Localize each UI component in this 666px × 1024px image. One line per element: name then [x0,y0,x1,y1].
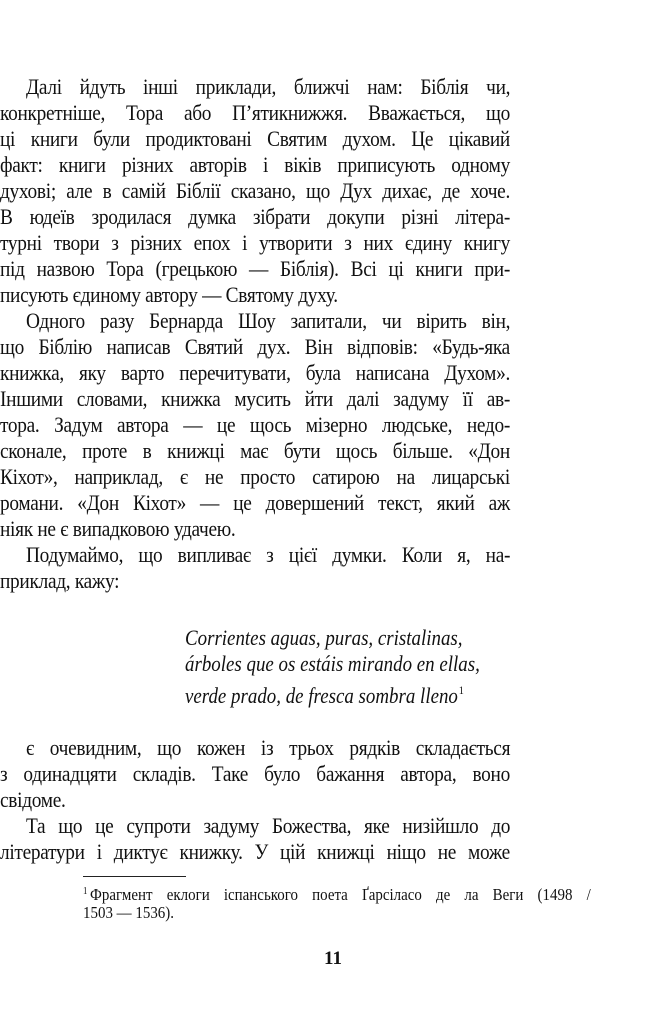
footnote-reference[interactable]: 1 [458,683,464,697]
text-line: сконале, проте в книжці має бути щось більше. «Дон [0,438,510,463]
text-line: романи. «Дон Кіхот» — це довершений текст, який аж [0,490,510,515]
text-line: Іншими словами, книжка мусить йти далі задуму її ав- [0,386,510,411]
footnote-line [83,882,591,905]
text-line: конкретніше, Тора або П’ятикнижжя. Вважається, що [0,100,510,125]
text-line: що Біблію написав Святий дух. Він відповів: «Будь-яка [0,334,510,359]
text-line: книжка, яку варто перечитувати, була написана Духом». [0,360,510,385]
verse-line: Corrientes aguas, puras, cristalinas, [185,625,463,650]
text-line: ніяк не є випадковою удачею. [0,516,236,541]
verse-line: árboles que os estáis mirando en ellas, [185,651,480,676]
text-line: Одного разу Бернарда Шоу запитали, чи вірить він, [26,308,511,333]
text-line: Кіхот», наприклад, є не просто сатирою на лицарські [0,464,510,489]
footnote-text: Фрагмент еклоги іспанського поета Ґарсіласо де ла Веги (1498 / [90,885,591,904]
footnote-separator [83,876,186,877]
text-line: приклад, кажу: [0,568,120,593]
text-line: тора. Задум автора — це щось мізерно людське, недо- [0,412,510,437]
text-line: ці книги були продиктовані Святим духом. Це цікавий [0,126,510,151]
verse-line-text: verde prado, de fresca sombra lleno [185,683,458,708]
text-line: свідоме. [0,787,66,812]
page-number: 11 [324,948,342,969]
text-line: писують єдиному автору — Святому духу. [0,282,338,307]
text-line: Далі йдуть інші приклади, ближчі нам: Біблія чи, [26,74,511,99]
text-line: факт: книги різних авторів і віків приписують одному [0,152,510,177]
text-line: літератури і диктує книжку. У цій книжці ніщо не може [0,839,510,864]
text-line: під назвою Тора (грецькою — Біблія). Всі ці книги при- [0,256,510,281]
text-line: Подумаймо, що випливає з цієї думки. Коли я, на- [26,542,511,567]
text-line: є очевидним, що кожен із трьох рядків складається [26,735,511,760]
verse-line [185,677,464,709]
footnote-marker: 1 [83,886,88,897]
text-line: духові; але в самій Біблії сказано, що Дух дихає, де хоче. [0,178,510,203]
text-line: Та що це супроти задуму Божества, яке низійшло до [26,813,511,838]
text-line: В юдеїв зродилася думка зібрати докупи різні літера- [0,204,510,229]
footnote-line: 1503 — 1536). [83,903,175,922]
text-line: турні твори з різних епох і утворити з них єдину книгу [0,230,510,255]
text-line: з одинадцяти складів. Таке було бажання автора, воно [0,761,510,786]
